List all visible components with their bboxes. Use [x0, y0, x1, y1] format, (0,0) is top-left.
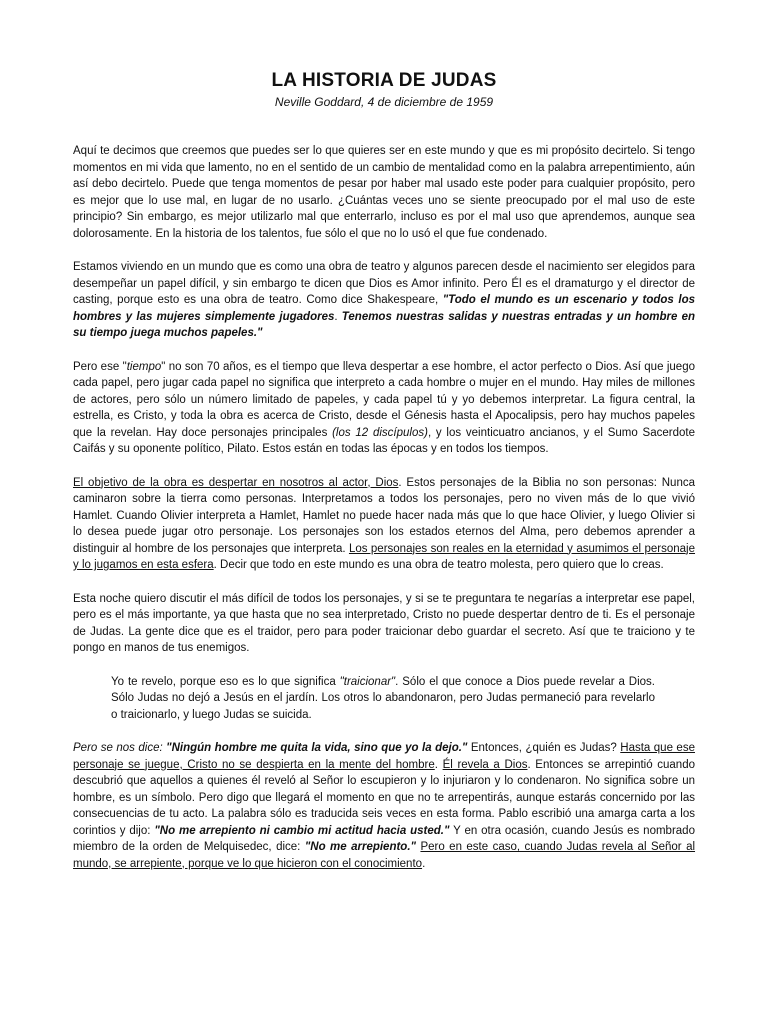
- paragraph: [73, 143, 695, 242]
- text-run: Pero se nos dice:: [73, 742, 167, 754]
- text-run: , y los veinticuatro ancianos, y el Sumo Sacerdote Caifás y su oponente político, Pilato. Estos están en todas las épocas y en todos los tiempos.: [73, 426, 695, 455]
- text-run: Estamos viviendo en un mundo que es como una obra de teatro y algunos parecen desde el nacimiento ser elegidos para desempeñar un papel difícil, y sin embargo te dicen que Dios es Amor infinito. Pero Él es el dramaturgo y el director de casting, porque esto es una obra de teatro. Como dice Shakespeare,: [73, 261, 695, 306]
- text-run: Y en otra ocasión, cuando Jesús es nombrado miembro de la orden de Melquisedec, dice:: [73, 824, 695, 853]
- text-run: El objetivo de la obra es despertar en nosotros al actor, Dios: [73, 476, 399, 489]
- document-body: [73, 143, 695, 872]
- text-run: Hasta que ese personaje se juegue, Cristo no se despierta en la mente del hombre: [73, 742, 695, 771]
- text-run: tiempo: [126, 360, 162, 373]
- paragraph: [73, 591, 695, 657]
- text-run: .: [422, 857, 426, 870]
- text-run: Esta noche quiero discutir el más difícil de todos los personajes, y si se te preguntara te negarías a interpretar ese papel, pero es el más importante, ya que hasta que no sea interpretado, Cristo no puede despertar dentro de ti. Es el personaje de Judas. La gente dice que es el traidor, pero para poder traicionar debo guardar el secreto. Así que te traiciono y te pongo en manos de tus enemigos.: [73, 592, 695, 654]
- text-run: . Decir que todo en este mundo es una obra de teatro molesta, pero quiero que lo creas.: [213, 559, 664, 571]
- paragraph: [73, 740, 695, 872]
- text-run: Aquí te decimos que creemos que puedes ser lo que quieres ser en este mundo y que es mi propósito decirtelo. Si tengo momentos en mi vida que lamento, no en el sentido de un cambio de mentalidad como en la palabra arrepentimiento, aún así debo decirtelo. Puede que tenga momentos de pesar por haber mal usado este poder para cualquier propósito, pero es mejor que lo use mal, en lugar de no usarlo. ¿Cuántas veces uno se siente preocupado por el mal uso de este principio? Sin embargo, es mejor utilizarlo mal que enterrarlo, incluso es por el mal uso que aprendemos, aunque sea dolorosamente. En la historia de los talentos, fue sólo el que no lo usó el que fue condenado.: [73, 145, 695, 240]
- text-run: . Estos personajes de la Biblia no son personas: Nunca caminaron sobre la tierra como personas. Interpretamos a todos los personajes, pero no viven más de lo que vivió Hamlet. Cuando Olivier interpreta a Hamlet, Hamlet no puede hacer nada más que lo que hace Olivier, y luego Olivier si lo desea puede jugar otro personaje. Los personajes son los estados eternos del Alma, pero debemos aprender a distinguir al hombre de los personajes que interpreta.: [73, 476, 695, 555]
- document-subtitle: Neville Goddard, 4 de diciembre de 1959: [274, 95, 494, 109]
- text-run: "No me arrepiento.": [304, 841, 416, 853]
- text-run: "Todo el mundo es un escenario y todos los hombres y las mujeres simplemente jugadores: [73, 294, 695, 323]
- text-run: "No me arrepiento ni cambio mi actitud hacia usted.": [154, 824, 450, 837]
- text-run: "traicionar": [339, 675, 396, 688]
- text-run: Los personajes son reales en la eternidad y asumimos el personaje y lo jugamos en esta esfera: [73, 542, 696, 571]
- text-run: Tenemos nuestras salidas y nuestras entradas y un hombre en su tiempo juega muchos papeles.": [73, 310, 696, 339]
- paragraph: [73, 259, 695, 342]
- block-quote: [111, 674, 655, 724]
- text-run: " no son 70 años, es el tiempo que lleva despertar a ese hombre, el actor perfecto o Dios. Así que juego cada papel, pero jugar cada papel no significa que interpreto a cada hombre o mujer en el mundo. Hay miles de millones de actores, pero sólo un número limitado de papeles, y cada papel tú y yo debemos interpretar. La figura central, la estrella, es Cristo, y toda la obra es acerca de Cristo, desde el Génesis hasta el Apocalipsis, pero hay muchos papeles que la revelan. Hay doce personajes principales: [73, 360, 695, 439]
- text-run: .: [334, 310, 342, 323]
- paragraph: [73, 359, 695, 458]
- text-run: (los 12 discípulos): [332, 426, 428, 439]
- text-run: Pero en este caso, cuando Judas revela al Señor al mundo, se arrepiente, porque ve lo que hicieron con el conocimiento: [73, 841, 696, 870]
- text-run: .: [434, 758, 443, 771]
- text-run: Entonces, ¿quién es Judas?: [467, 742, 621, 754]
- text-run: Yo te revelo, porque eso es lo que significa: [111, 675, 340, 688]
- text-run: Pero ese ": [73, 360, 127, 373]
- text-run: Él revela a Dios: [442, 758, 528, 771]
- text-run: . Entonces se arrepintió cuando descubrió que aquellos a quienes él reveló al Señor lo escupieron y lo injuriaron y lo condenaron. No significa sobre un hombre, es un símbolo. Pero digo que llegará el momento en que no te arrepentirás, aunque estarás concernido por las consecuencias de tu acto. La palabra sólo es traducida seis veces en esta forma. Pablo escribió una amarga carta a los corintios y dijo:: [73, 758, 695, 837]
- text-run: "Ningún hombre me quita la vida, sino que yo la dejo.": [166, 742, 468, 754]
- paragraph: [73, 475, 695, 574]
- text-run: . Sólo el que conoce a Dios puede revelar a Dios. Sólo Judas no dejó a Jesús en el jardín. Los otros lo abandonaron, pero Judas permaneció para revelarlo o traicionarlo, y luego Judas se suicida.: [111, 675, 655, 721]
- document-title: LA HISTORIA DE JUDAS: [271, 70, 497, 91]
